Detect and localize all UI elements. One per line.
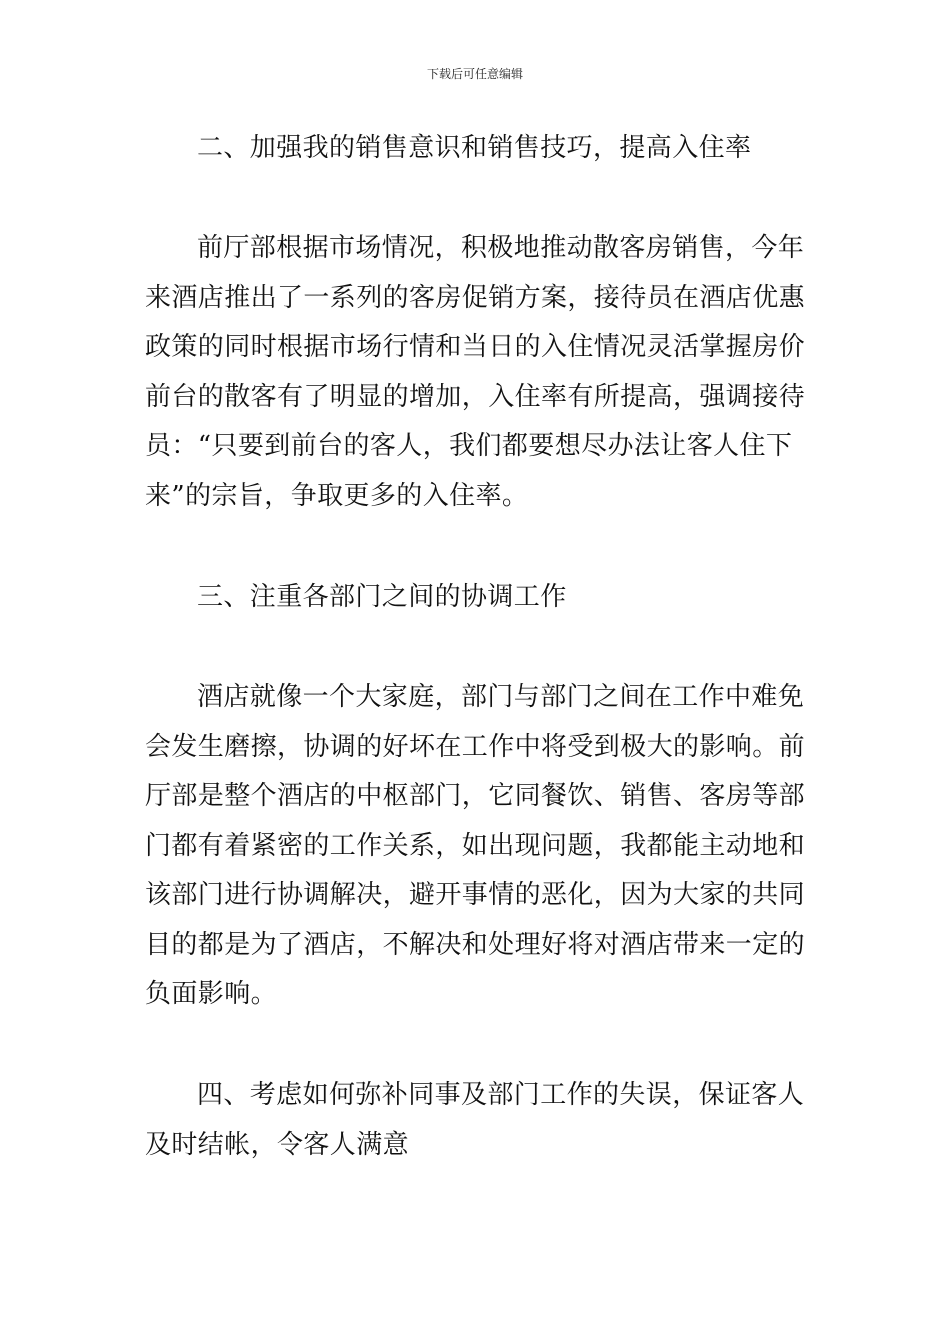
body-line: 来”的宗旨，争取更多的入住率。 [145,480,529,511]
heading-line: 三、注重各部门之间的协调工作 [197,582,567,612]
section-3-body [145,673,809,1020]
body-line: 前台的散客有了明显的增加，入住率有所提高，强调接待 [145,381,806,412]
body-line: 负面影响。 [145,979,278,1009]
section-2-body [145,224,809,521]
section-3-heading [145,573,809,623]
body-line: 政策的同时根据市场行情和当日的入住情况灵活掌握房价 [145,332,806,362]
body-line: 酒店就像一个大家庭，部门与部门之间在工作中难免 [197,682,805,712]
page-header-note: 下载后可任意编辑 [426,67,523,81]
body-line: 厅部是整个酒店的中枢部门，它同餐饮、销售、客房等部 [145,781,806,811]
body-line: 前厅部根据市场情况，积极地推动散客房销售，今年 [197,233,805,263]
section-4-heading [145,1071,809,1170]
body-line: 目的都是为了酒店，不解决和处理好将对酒店带来一定的 [145,929,806,960]
heading-line: 二、加强我的销售意识和销售技巧，提高入住率 [197,133,752,163]
body-line: 门都有着紧密的工作关系，如出现问题，我都能主动地和 [145,830,806,861]
body-line: 会发生磨擦，协调的好坏在工作中将受到极大的影响。前 [145,731,806,762]
body-line: 该部门进行协调解决，避开事情的恶化，因为大家的共同 [145,880,806,910]
body-line: 员：“只要到前台的客人，我们都要想尽办法让客人住下 [145,431,793,461]
heading-line: 及时结帐，令客人满意 [145,1129,410,1160]
heading-line: 四、考虑如何弥补同事及部门工作的失误，保证客人 [197,1080,805,1110]
section-2-heading [145,124,809,174]
body-line: 来酒店推出了一系列的客房促销方案，接待员在酒店优惠 [145,282,806,313]
